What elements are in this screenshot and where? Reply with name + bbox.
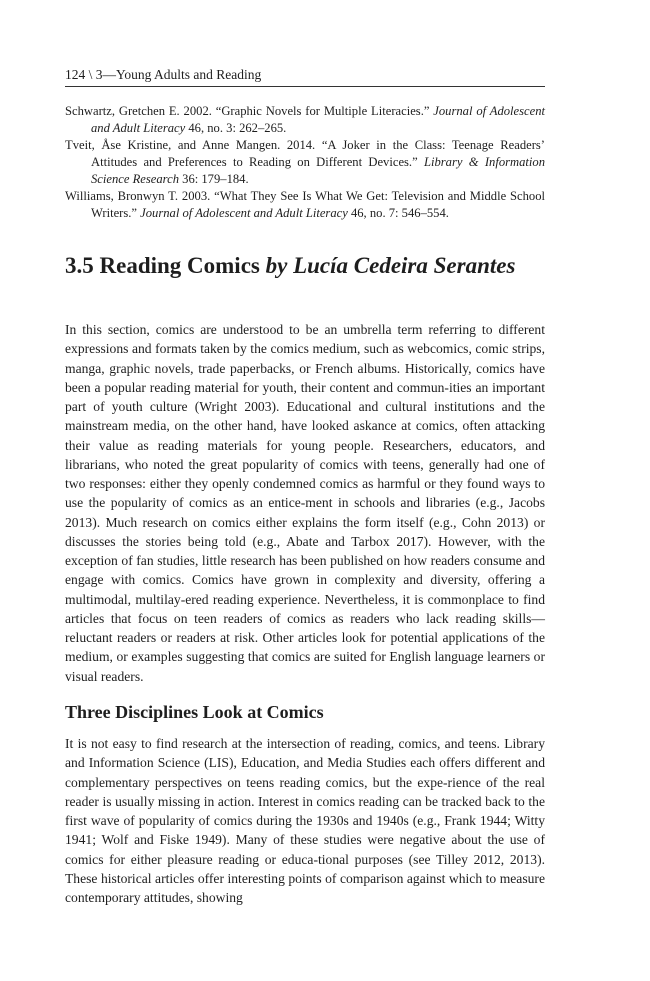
running-head: 124 \ 3—Young Adults and Reading: [65, 66, 545, 87]
reference-entry: [65, 137, 545, 188]
reference-text: Tveit, Åse Kristine, and Anne Mangen. 2014. “A Joker in the Class: Teenage Readers’ Attitudes and Preferences to Reading on Different Devices.”: [65, 138, 545, 169]
reference-entry: [65, 103, 545, 137]
reference-entry: [65, 188, 545, 222]
reference-citation: 46, no. 7: 546–554.: [347, 206, 449, 220]
reference-text: Schwartz, Gretchen E. 2002. “Graphic Novels for Multiple Literacies.”: [65, 104, 434, 118]
body-paragraph: It is not easy to find research at the intersection of reading, comics, and teens. Library and Information Science (LIS), Education, and Media Studies each offers different and complementary perspectives on teens reading comics, but the expe-rience of the real reader is usually missing in action. Interest in comics reading can be tracked back to the first wave of popularity of comics during the 1930s and 1940s (e.g., Frank 1944; Witty 1941; Wolf and Fiske 1949). Many of these studies were negative about the use of comics for either pleasure reading or educa-tional purposes (see Tilley 2012, 2013). These historical articles offer interesting points of comparison against which to measure contemporary attitudes, showing: [65, 736, 545, 905]
body-paragraph: In this section, comics are understood to be an umbrella term referring to different expressions and formats taken by the comics medium, such as webcomics, comic strips, manga, graphic novels, trade paperbacks, or French albums. Historically, comics have been a popular reading material for youth, their content and commun-ities an important part of youth culture (Wright 2003). Educational and cultural institutions and the mainstream media, on the other hand, have looked askance at comics, often attacking their value as reading materials for young people. Researchers, educators, and librarians, who noted the great popularity of comics with teens, generally had one of two responses: either they openly condemned comics as harmful or they found ways to use the popularity of comics as an entice-ment in schools and libraries (e.g., Jacobs 2013). Much research on comics either explains the form itself (e.g., Cohn 2013) or discusses the stories being told (e.g., Abate and Tarbox 2017). However, with the exception of fan studies, little research has been published on how readers consume and engage with comics. Comics have grown in complexity and diversity, offering a multimodal, multilay-ered reading experience. Nevertheless, it is commonplace to find articles that focus on teen readers of comics as readers who lack reading skills—reluctant readers or readers at risk. Other articles look for potential applications of the medium, or examples suggesting that comics are suited for English language learners or visual readers.: [65, 322, 545, 684]
section-title-text: 3.5 Reading Comics: [65, 253, 266, 278]
section-title: [65, 252, 545, 280]
journal-title: Journal of Adolescent and Adult Literacy: [140, 206, 348, 220]
journal-title: Library & Information Science Research: [91, 155, 545, 186]
reference-citation: 46, no. 3: 262–265.: [185, 121, 287, 135]
reference-text: Williams, Bronwyn T. 2003. “What They See Is What We Get: Television and Middle School Writers.”: [65, 189, 545, 220]
reference-list: [65, 103, 545, 222]
subheading: Three Disciplines Look at Comics: [65, 702, 324, 722]
section-byline: by Lucía Cedeira Serantes: [265, 253, 516, 278]
reference-citation: 36: 179–184.: [179, 172, 249, 186]
journal-title: Journal of Adolescent and Adult Literacy: [91, 104, 545, 135]
